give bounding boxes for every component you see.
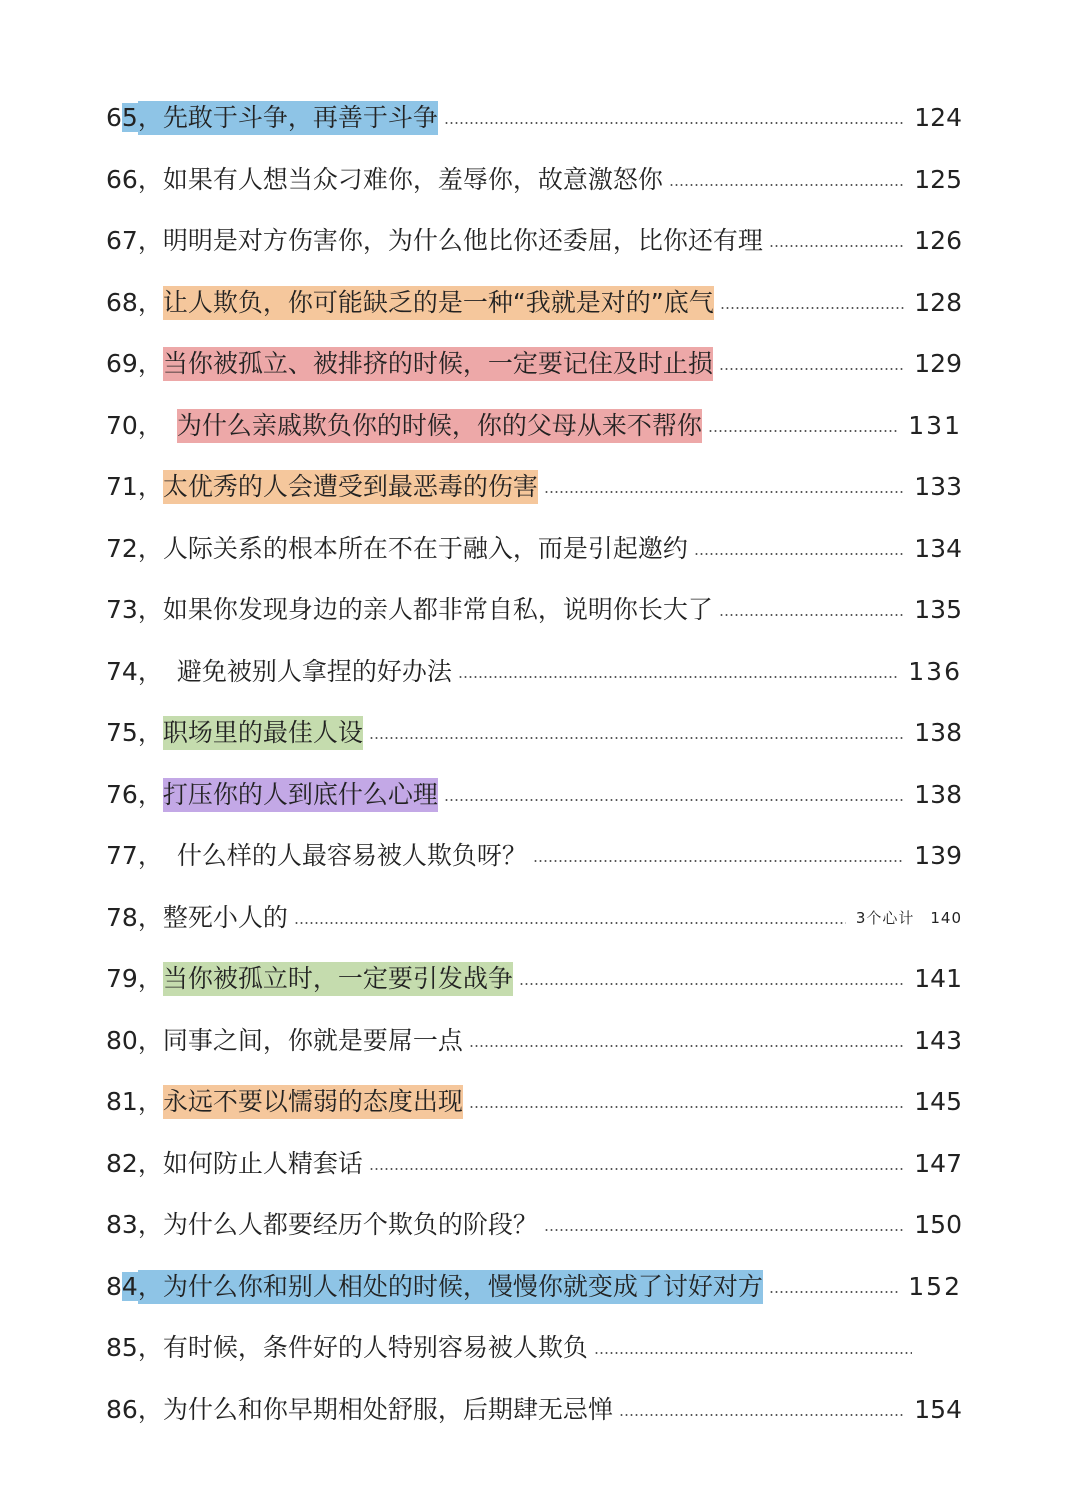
entry-separator: ，	[137, 287, 163, 317]
dot-leader	[720, 307, 905, 309]
toc-entry[interactable]	[0, 395, 1080, 457]
entry-number: 73	[106, 595, 138, 624]
page-number: 138	[914, 779, 962, 809]
toc-entry-heading	[104, 224, 765, 258]
toc-entry-line	[104, 101, 962, 135]
toc-entry-heading	[104, 1331, 590, 1365]
entry-separator: ，	[137, 595, 163, 624]
page-number: 136	[908, 656, 962, 686]
entry-title: 让人欺负，你可能缺乏的是一种“我就是对的”底气	[163, 286, 714, 320]
toc-entry-heading	[104, 839, 529, 873]
dot-leader	[544, 491, 904, 493]
entry-separator: ，	[137, 779, 163, 809]
toc-entry-heading	[104, 1393, 615, 1427]
entry-number: 68	[106, 287, 138, 317]
entry-title: 如果有人想当众刁难你，羞辱你，故意激怒你	[162, 164, 663, 194]
page-number: 152	[908, 1271, 962, 1301]
dot-leader	[519, 983, 904, 985]
page-number: 145	[914, 1087, 962, 1116]
toc-entry[interactable]	[0, 1194, 1080, 1256]
entry-separator: ，	[137, 1394, 163, 1424]
entry-number: 77	[106, 841, 138, 870]
toc-entry[interactable]	[0, 1317, 1080, 1379]
entry-separator: ，	[137, 1148, 163, 1178]
toc-entry[interactable]	[0, 641, 1080, 703]
toc-entry[interactable]	[0, 702, 1080, 764]
entry-number: 86	[106, 1394, 138, 1424]
entry-number	[106, 101, 138, 135]
dot-leader	[708, 430, 898, 432]
toc-entry-heading	[104, 286, 716, 320]
entry-title: 永远不要以懦弱的态度出现	[163, 1085, 463, 1119]
toc-entry-heading	[104, 778, 440, 812]
toc-entry-heading	[104, 1085, 465, 1119]
entry-number: 79	[106, 964, 138, 993]
entry-separator: ，	[137, 349, 163, 378]
toc-entry-line	[104, 1085, 962, 1119]
page-number: 131	[908, 410, 962, 440]
entry-title: 如何防止人精套话	[162, 1148, 363, 1178]
toc-entry-heading	[104, 1208, 540, 1242]
toc-entry[interactable]	[0, 149, 1080, 211]
page-number: 129	[914, 349, 962, 378]
toc-entry[interactable]	[0, 887, 1080, 949]
entry-title: 为什么你和别人相处的时候，慢慢你就变成了讨好对方	[163, 1270, 763, 1304]
dot-leader	[544, 1229, 904, 1231]
entry-separator: ，	[137, 410, 163, 440]
entry-separator: ，	[137, 1025, 163, 1055]
entry-number	[106, 1270, 138, 1304]
toc-entry-heading	[104, 1024, 465, 1058]
toc-entry-line	[104, 778, 962, 812]
toc-entry-line	[104, 1024, 962, 1058]
toc-entry-line	[104, 1208, 962, 1242]
entry-number: 76	[106, 779, 138, 809]
entry-number: 69	[106, 349, 138, 378]
entry-number: 71	[106, 472, 138, 501]
toc-entry[interactable]	[0, 210, 1080, 272]
dot-leader	[769, 245, 904, 247]
entry-number-trail-digit: 5	[121, 103, 138, 132]
toc-entry-line	[104, 655, 962, 689]
page-number: 135	[914, 595, 962, 624]
page-number: 139	[914, 841, 962, 870]
entry-number: 72	[106, 533, 138, 563]
toc-entry-heading	[104, 470, 540, 504]
toc-entry-heading	[104, 962, 515, 996]
entry-number: 85	[106, 1333, 138, 1362]
page-number: 141	[914, 964, 962, 993]
entry-number: 80	[106, 1025, 138, 1055]
page-number: 154	[914, 1394, 962, 1424]
entry-title: 当你被孤立、被排挤的时候，一定要记住及时止损	[163, 347, 713, 381]
entry-number: 66	[106, 164, 138, 194]
toc-entry[interactable]	[0, 333, 1080, 395]
entry-separator: ，	[137, 164, 163, 194]
entry-title: 避免被别人拿捏的好办法	[176, 656, 452, 686]
entry-separator: ，	[137, 226, 163, 255]
toc-entry-heading	[104, 901, 290, 935]
toc-entry-heading	[104, 1270, 765, 1304]
dot-leader	[369, 1168, 904, 1170]
entry-title: 整死小人的	[162, 902, 288, 932]
entry-title: 为什么亲戚欺负你的时候，你的父母从来不帮你	[177, 409, 702, 443]
toc-entry-heading	[104, 409, 704, 443]
entry-number: 82	[106, 1148, 138, 1178]
entry-number-lead-digit: 6	[106, 103, 122, 132]
entry-number: 67	[106, 226, 138, 255]
entry-title: 先敢于斗争，再善于斗争	[163, 101, 438, 135]
toc-entry[interactable]	[0, 87, 1080, 149]
toc-entry-line	[104, 470, 962, 504]
dot-leader	[769, 1291, 898, 1293]
entry-separator: ，	[137, 718, 163, 747]
dot-leader	[694, 553, 904, 555]
toc-entry[interactable]	[0, 456, 1080, 518]
page-number: 150	[914, 1210, 962, 1239]
page-number: 126	[914, 226, 962, 255]
toc-entry[interactable]	[0, 579, 1080, 641]
toc-entry-heading	[104, 716, 365, 750]
entry-separator: ，	[137, 1333, 163, 1362]
toc-entry-line	[104, 1270, 962, 1304]
toc-entry[interactable]	[0, 1133, 1080, 1195]
toc-entry[interactable]	[0, 1071, 1080, 1133]
toc-entry-heading	[104, 101, 440, 135]
toc-entry-heading	[104, 532, 690, 566]
toc-entry-line	[104, 286, 962, 320]
entry-separator: ，	[137, 656, 163, 686]
entry-number-lead-digit: 8	[106, 1271, 122, 1301]
entry-number-trail-digit: 4	[121, 1271, 138, 1301]
entry-separator: ，	[137, 964, 163, 993]
page-number: 138	[914, 718, 962, 747]
toc-entry-heading	[104, 1147, 365, 1181]
toc-entry-line	[104, 1331, 962, 1365]
entry-separator: ，	[137, 533, 163, 563]
entry-title: 为什么人都要经历个欺负的阶段？	[162, 1210, 538, 1239]
page-number: 143	[914, 1025, 962, 1055]
toc-entry[interactable]	[0, 1010, 1080, 1072]
dot-leader	[719, 614, 904, 616]
toc-entry-line	[104, 962, 962, 996]
entry-title: 如果你发现身边的亲人都非常自私，说明你长大了	[162, 595, 713, 624]
entry-title: 太优秀的人会遭受到最恶毒的伤害	[163, 470, 538, 504]
entry-separator: ，	[137, 841, 163, 870]
dot-leader	[719, 368, 904, 370]
page-number: 125	[914, 164, 962, 194]
toc-entry-heading	[104, 593, 715, 627]
dot-leader	[444, 799, 904, 801]
toc-entry[interactable]	[0, 518, 1080, 580]
entry-separator: ，	[137, 1210, 163, 1239]
toc-entry-heading	[104, 347, 715, 381]
entry-title: 职场里的最佳人设	[163, 716, 363, 750]
toc-entry[interactable]	[0, 1379, 1080, 1441]
toc-entry-line	[104, 347, 962, 381]
entry-title: 什么样的人最容易被人欺负呀？	[176, 841, 527, 870]
entry-separator: ，	[138, 101, 163, 135]
toc-entry-line	[104, 593, 962, 627]
toc-entry[interactable]	[0, 948, 1080, 1010]
dot-leader	[669, 184, 904, 186]
entry-number: 75	[106, 718, 138, 747]
toc-entry-line	[104, 1393, 962, 1427]
dot-leader	[594, 1352, 912, 1354]
page-number: 3个心计 140	[855, 908, 962, 927]
toc-entry[interactable]	[0, 272, 1080, 334]
toc-entry-line	[104, 532, 962, 566]
entry-number: 83	[106, 1210, 138, 1239]
dot-leader	[469, 1045, 904, 1047]
table-of-contents	[0, 87, 1080, 1440]
entry-number: 70	[106, 410, 138, 440]
dot-leader	[444, 122, 904, 124]
dot-leader	[458, 676, 898, 678]
dot-leader	[369, 737, 904, 739]
toc-entry[interactable]	[0, 764, 1080, 826]
entry-separator: ，	[137, 472, 163, 501]
entry-title: 为什么和你早期相处舒服，后期肆无忌惮	[162, 1394, 613, 1424]
entry-title: 有时候，条件好的人特别容易被人欺负	[162, 1333, 588, 1362]
dot-leader	[533, 860, 904, 862]
toc-entry-line	[104, 839, 962, 873]
toc-entry-line	[104, 716, 962, 750]
toc-entry-line	[104, 163, 962, 197]
entry-separator: ，	[137, 1087, 163, 1116]
entry-number: 78	[106, 902, 138, 932]
entry-number: 81	[106, 1087, 138, 1116]
toc-entry-line	[104, 1147, 962, 1181]
toc-entry-line	[104, 409, 962, 443]
entry-separator: ，	[138, 1270, 163, 1304]
entry-title: 当你被孤立时，一定要引发战争	[163, 962, 513, 996]
page-number: 124	[914, 103, 962, 132]
toc-entry-line	[104, 224, 962, 258]
entry-title: 同事之间，你就是要屌一点	[162, 1025, 463, 1055]
entry-number: 74	[106, 656, 138, 686]
entry-separator: ，	[137, 902, 163, 932]
entry-title: 明明是对方伤害你，为什么他比你还委屈，比你还有理	[162, 226, 763, 255]
toc-entry-heading	[104, 655, 454, 689]
page-number: 134	[914, 533, 962, 563]
dot-leader	[294, 922, 846, 924]
page-number: 128	[914, 287, 962, 317]
entry-title: 打压你的人到底什么心理	[163, 778, 438, 812]
toc-entry[interactable]	[0, 1256, 1080, 1318]
page-number: 133	[914, 472, 962, 501]
toc-entry-heading	[104, 163, 665, 197]
dot-leader	[469, 1106, 904, 1108]
dot-leader	[619, 1414, 904, 1416]
entry-title: 人际关系的根本所在不在于融入，而是引起邀约	[162, 533, 688, 563]
page-number: 147	[914, 1148, 962, 1178]
toc-entry[interactable]	[0, 825, 1080, 887]
toc-entry-line	[104, 901, 962, 935]
